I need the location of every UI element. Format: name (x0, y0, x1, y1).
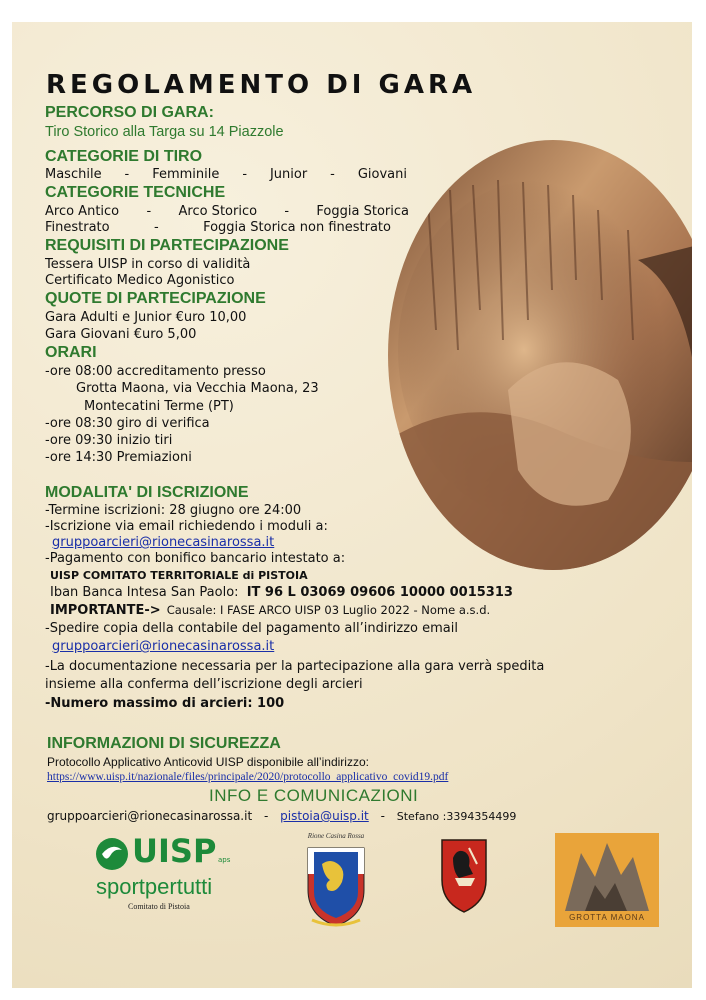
iscrizione-doc2: insieme alla conferma dell’iscrizione degli arcieri (45, 677, 363, 692)
iscrizione-heading: MODALITA' DI ISCRIZIONE (45, 484, 249, 501)
sicurezza-heading: INFORMAZIONI DI SICUREZZA (47, 735, 281, 752)
info-heading: INFO E COMUNICAZIONI (209, 786, 419, 805)
separator: - (330, 167, 335, 182)
info-email2[interactable]: pistoia@uisp.it (280, 809, 369, 823)
tecnica-item: Arco Storico (178, 204, 258, 219)
tecnica-item: Finestrato (45, 220, 110, 235)
categorie-tecniche-row2 (45, 220, 391, 235)
info-email1[interactable]: gruppoarcieri@rionecasinarossa.it (47, 809, 253, 823)
cave-photo (388, 140, 692, 570)
quote-heading: QUOTE DI PARTECIPAZIONE (45, 290, 266, 307)
separator: - (380, 809, 385, 823)
rione-top-text: Rione Casina Rossa (307, 832, 365, 840)
iscrizione-email-link[interactable]: gruppoarcieri@rionecasinarossa.it (52, 535, 275, 550)
iscrizione-email2-link[interactable]: gruppoarcieri@rionecasinarossa.it (52, 639, 275, 654)
orari-heading: ORARI (45, 344, 97, 361)
iscrizione-doc1: -La documentazione necessaria per la partecipazione alla gara verrà spedita (45, 659, 545, 674)
orari-line: -ore 08:00 accreditamento presso (45, 364, 266, 379)
info-contacts (47, 809, 516, 823)
info-phone: Stefano :3394354499 (396, 810, 517, 823)
iscrizione-max: -Numero massimo di arcieri: 100 (45, 696, 285, 711)
categorie-tecniche-row1 (45, 204, 409, 219)
orari-line: Montecatini Terme (PT) (84, 399, 234, 414)
percorso-heading: PERCORSO DI GARA: (45, 104, 214, 121)
categoria-item: Giovani (357, 167, 407, 182)
iscrizione-email-intro: -Iscrizione via email richiedendo i moduli a: (45, 519, 328, 534)
separator: - (124, 167, 130, 182)
iscrizione-pagamento: -Pagamento con bonifico bancario intestato a: (45, 551, 346, 566)
importante-label: IMPORTANTE-> (50, 603, 161, 618)
percorso-text: Tiro Storico alla Targa su 14 Piazzole (45, 124, 284, 140)
quote-line: Gara Adulti e Junior €uro 10,00 (45, 310, 247, 325)
poster-page (12, 22, 692, 988)
iscrizione-comitato: UISP COMITATO TERRITORIALE di PISTOIA (50, 569, 308, 582)
tecnica-item: Foggia Storica non finestrato (203, 220, 391, 235)
quote-line: Gara Giovani €uro 5,00 (45, 327, 197, 342)
requisiti-heading: REQUISITI DI PARTECIPAZIONE (45, 237, 289, 254)
iscrizione-termine: -Termine iscrizioni: 28 giugno ore 24:00 (45, 503, 302, 518)
requisiti-line: Tessera UISP in corso di validità (45, 257, 251, 272)
orari-line: Grotta Maona, via Vecchia Maona, 23 (76, 381, 319, 396)
separator: - (154, 220, 159, 235)
page-title: REGOLAMENTO DI GARA (46, 70, 477, 100)
separator: - (242, 167, 248, 182)
separator: - (263, 809, 269, 823)
uisp-aps: aps (218, 856, 231, 864)
rione-shield-logo (302, 830, 370, 930)
grotta-maona-logo (555, 833, 659, 927)
categoria-item: Junior (269, 167, 308, 182)
requisiti-line: Certificato Medico Agonistico (45, 273, 235, 288)
categorie-tiro-list (45, 167, 407, 182)
separator: - (146, 204, 152, 219)
uisp-emblem-icon (94, 836, 130, 872)
categoria-item: Maschile (45, 167, 102, 182)
uisp-sub: Comitato di Pistoia (128, 902, 190, 911)
orari-line: -ore 14:30 Premiazioni (45, 450, 192, 465)
uisp-tagline: sportpertutti (96, 874, 213, 899)
orari-line: -ore 08:30 giro di verifica (45, 416, 210, 431)
sicurezza-text: Protocollo Applicativo Anticovid UISP disponibile all’indirizzo: (47, 755, 369, 769)
iban-value: IT 96 L 03069 09606 10000 0015313 (246, 585, 513, 600)
causale-line (50, 603, 490, 618)
iscrizione-spedire: -Spedire copia della contabile del pagamento all’indirizzo email (45, 621, 458, 636)
iban-line (50, 585, 513, 600)
categorie-tiro-heading: CATEGORIE DI TIRO (45, 148, 203, 165)
iban-label: Iban Banca Intesa San Paolo: (50, 585, 239, 600)
categoria-item: Femminile (152, 167, 220, 182)
causale-text: Causale: I FASE ARCO UISP 03 Luglio 2022 - Nome a.s.d. (166, 603, 491, 617)
uisp-name: UISP (132, 832, 217, 870)
tecnica-item: Arco Antico (45, 204, 120, 219)
separator: - (284, 204, 290, 219)
tecnica-item: Foggia Storica (316, 204, 409, 219)
sicurezza-url[interactable]: https://www.uisp.it/nazionale/files/principale/2020/protocollo_applicativo_covid19.pdf (47, 771, 449, 783)
orari-line: -ore 09:30 inizio tiri (45, 433, 173, 448)
categorie-tecniche-heading: CATEGORIE TECNICHE (45, 184, 226, 201)
red-shield-logo (439, 834, 489, 914)
uisp-logo (94, 832, 234, 932)
grotta-maona-text: GROTTA MAONA (569, 913, 645, 922)
